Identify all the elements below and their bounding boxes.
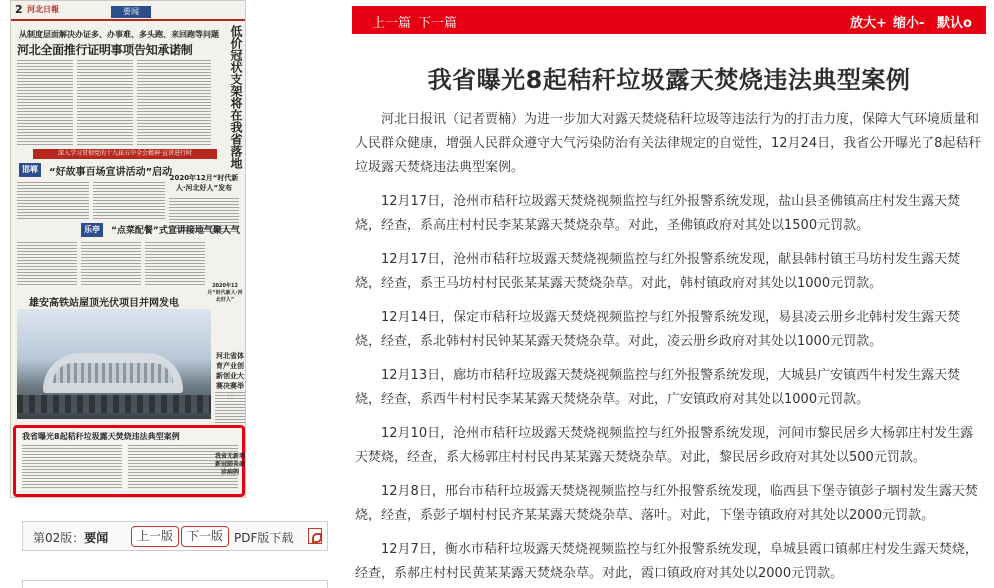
prev-edition-button[interactable]: 上一版 bbox=[131, 526, 179, 547]
article-paragraph: 12月14日，保定市秸秆垃圾露天焚烧视频监控与红外报警系统发现，易县凌云册乡北韩村发生露天焚烧，经查，系北韩村村民钟某某露天焚烧杂草。对此，凌云册乡政府对其处以1000元罚款。 bbox=[355, 310, 961, 349]
paper-side-title-1[interactable]: 2020年12月“时代新人·河北好人”发布 bbox=[169, 174, 239, 192]
edition-name: 要闻 bbox=[84, 531, 109, 545]
article-title: 我省曝光8起秸秆垃圾露天焚烧违法典型案例 bbox=[427, 66, 911, 94]
text-column bbox=[93, 181, 165, 221]
default-size-button[interactable]: 默认o bbox=[937, 16, 972, 31]
rail-track bbox=[17, 395, 211, 413]
text-column bbox=[22, 444, 122, 490]
paper-side-title-2: 2020年12月“时代新人·河北好人” bbox=[207, 283, 243, 303]
text-column bbox=[77, 59, 133, 145]
prev-article-link[interactable]: 上一篇 bbox=[372, 16, 412, 31]
paper-side-title-4[interactable]: 我省无新增新冠肺炎确诊病例 bbox=[215, 453, 246, 476]
highlighted-article-title: 我省曝光8起秸秆垃圾露天焚烧违法典型案例 bbox=[22, 432, 180, 441]
article-paragraph: 12月13日，廊坊市秸秆垃圾露天焚烧视频监控与红外报警系统发现，大城县广安镇西牛村发生露天焚烧，经查，系西牛村村民李某某露天焚烧杂草。对此，广安镇政府对其处以1000元罚款。 bbox=[355, 368, 961, 407]
text-column bbox=[17, 241, 77, 287]
edition-label: 第02版：要闻 bbox=[33, 531, 109, 545]
pdf-download-link[interactable]: PDF版下载 bbox=[234, 531, 294, 545]
article-paragraph: 河北日报讯（记者贾楠）为进一步加大对露天焚烧秸秆垃圾等违法行为的打击力度，保障大气环境质量和人民群众健康，增强人民群众遵守大气污染防治有关法律规定的自觉性，12月24日，我省公开曝光了8起秸秆垃圾露天焚烧违法典型案例。 bbox=[355, 112, 982, 175]
zoom-in-button[interactable]: 放大+ bbox=[850, 16, 887, 31]
article-paragraph: 12月17日，沧州市秸秆垃圾露天焚烧视频监控与红外报警系统发现，盐山县圣佛镇高庄村发生露天焚烧，经查，系高庄村村民李某某露天焚烧杂草。对此，圣佛镇政府对其处以1500元罚款。 bbox=[355, 194, 961, 233]
text-column bbox=[17, 59, 73, 145]
paper-subhead-2[interactable]: “点菜配餐”式宣讲接地气聚人气 bbox=[111, 226, 240, 236]
text-column bbox=[17, 181, 89, 221]
text-column bbox=[81, 241, 141, 287]
article-toolbar bbox=[352, 6, 986, 34]
newspaper-page-thumbnail[interactable] bbox=[10, 0, 246, 498]
paper-side-title-3[interactable]: 河北省体育产业创新创业大赛决赛举 bbox=[216, 352, 244, 390]
paper-main-headline[interactable]: 河北全面推行证明事项告知承诺制 bbox=[17, 43, 193, 57]
text-column bbox=[137, 59, 211, 145]
article-paragraph: 12月8日，邢台市秸秆垃圾露天焚烧视频监控与红外报警系统发现，临西县下堡寺镇彭子堌村发生露天焚烧，经查，系彭子堌村村民齐某某露天焚烧杂草、落叶。对此，下堡寺镇政府对其处以2000元罚款。 bbox=[355, 484, 978, 523]
next-article-link[interactable]: 下一篇 bbox=[418, 16, 458, 31]
pdf-icon[interactable] bbox=[308, 528, 322, 544]
paper-banner: 深入学习贯彻党的十九届五中全会精神·宣讲进行时 bbox=[33, 149, 217, 159]
paper-logo: 河北日報 bbox=[27, 5, 59, 14]
paper-subhead-1[interactable]: “好故事百场宣讲活动”启动 bbox=[49, 167, 173, 178]
left-bottom-panel bbox=[22, 580, 328, 588]
badge-laoting: 乐亭 bbox=[81, 223, 103, 237]
text-column bbox=[215, 391, 245, 423]
edition-nav bbox=[22, 521, 328, 551]
station-photo[interactable] bbox=[17, 309, 211, 419]
badge-handan: 邯郸 bbox=[19, 163, 41, 177]
article-paragraph: 12月7日，衡水市秸秆垃圾露天焚烧视频监控与红外报警系统发现，阜城县霞口镇郝庄村发生露天焚烧，经查，系郝庄村村民黄某某露天焚烧杂草。对此，霞口镇政府对其处以2000元罚款。 bbox=[355, 542, 978, 581]
highlighted-article-region[interactable] bbox=[13, 425, 245, 497]
vertical-headline[interactable]: 低价冠状支架将在我省落地 bbox=[229, 25, 243, 169]
solar-panels bbox=[53, 363, 173, 383]
paper-photo-headline[interactable]: 雄安高铁站屋顶光伏项目并网发电 bbox=[29, 298, 179, 309]
next-edition-button[interactable]: 下一版 bbox=[181, 526, 229, 547]
masthead bbox=[11, 1, 246, 21]
paper-kicker: 从制度层面解决办证多、办事难、多头跑、来回跑等问题 bbox=[19, 30, 219, 39]
article-body bbox=[355, 108, 985, 588]
page-number: 2 bbox=[15, 3, 23, 16]
article-paragraph: 12月17日，沧州市秸秆垃圾露天焚烧视频监控与红外报警系统发现，献县韩村镇王马坊村发生露天焚烧，经查，系王马坊村村民张某某露天焚烧杂草。对此，韩村镇政府对其处以1000元罚款。 bbox=[355, 252, 961, 291]
zoom-out-button[interactable]: 缩小- bbox=[893, 16, 925, 31]
section-tag: 要闻 bbox=[111, 6, 151, 18]
text-column bbox=[145, 241, 205, 287]
article-paragraph: 12月10日，沧州市秸秆垃圾露天焚烧视频监控与红外报警系统发现，河间市黎民居乡大杨郭庄村发生露天焚烧，经查，系大杨郭庄村村民冉某某露天焚烧杂草。对此，黎民居乡政府对其处以500元罚款。 bbox=[355, 426, 974, 465]
